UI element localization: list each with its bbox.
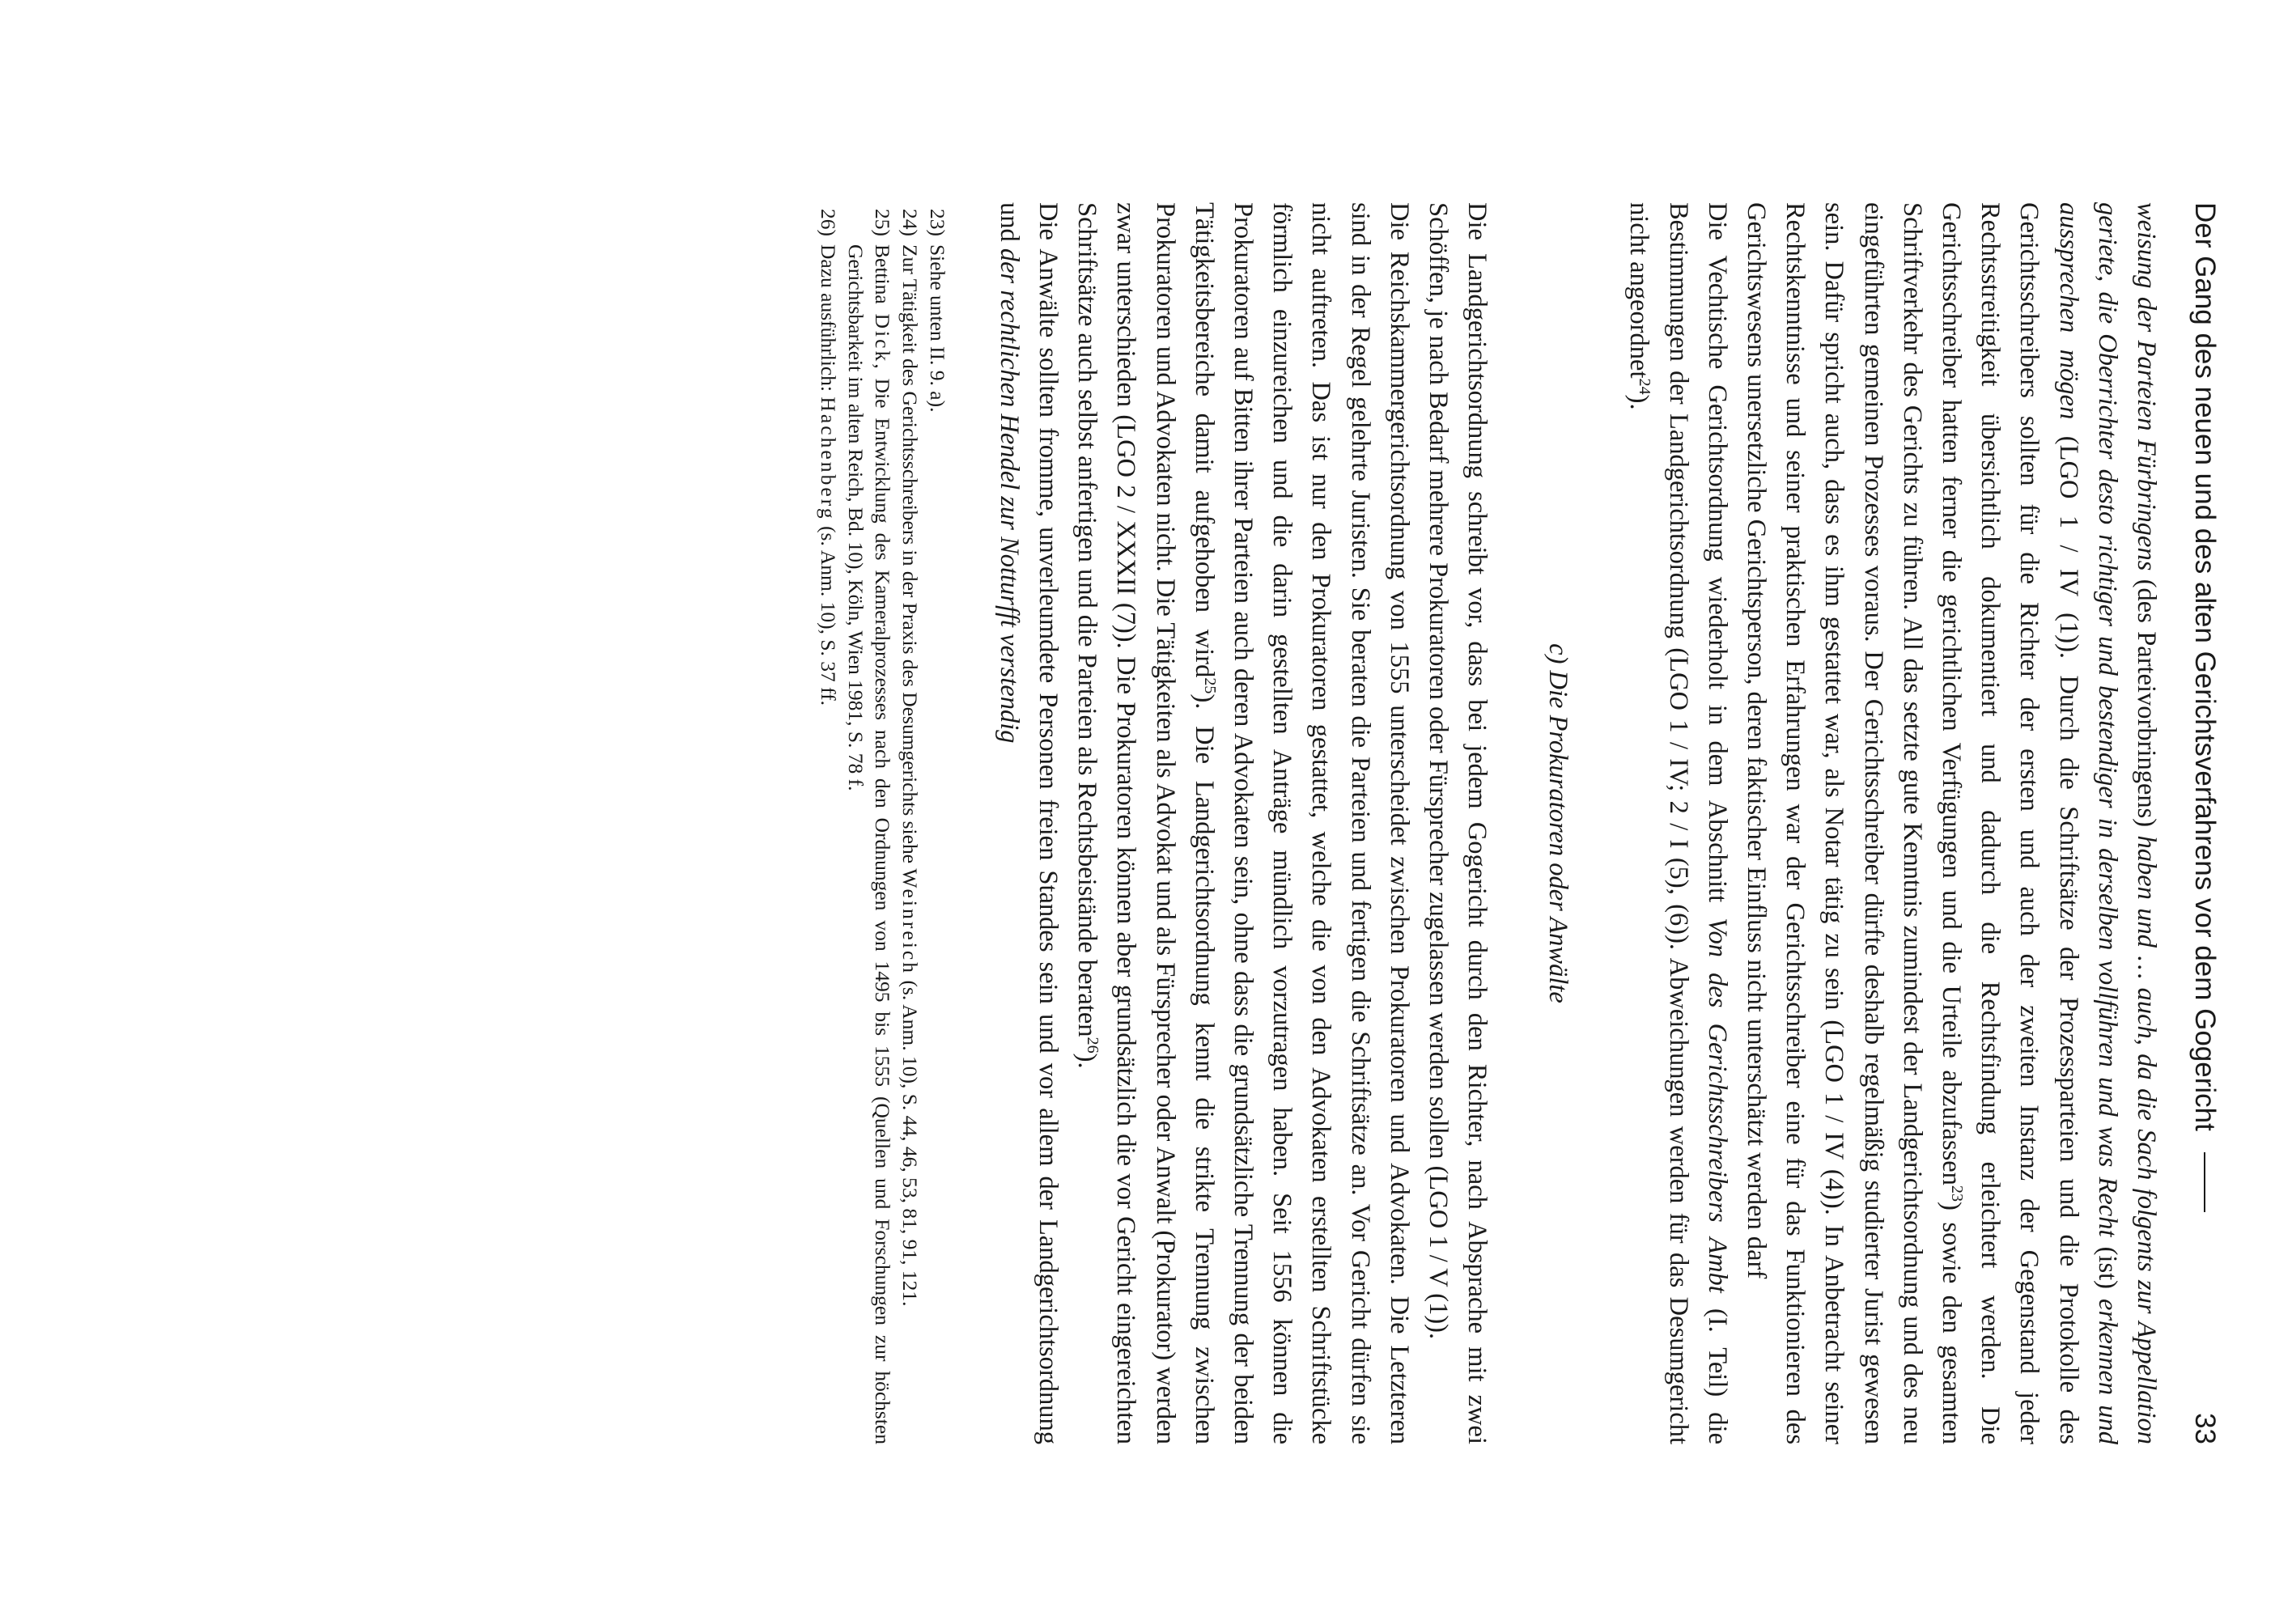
footnote (923, 202, 951, 1444)
author-name: Dick (871, 313, 895, 364)
text-run: (I. Teil) die Bestimmungen der Landgerichtsordnung (LGO 1 / IV; 2 / I (5), (6)). Abweichungen werden für das Desumgericht nicht angeordnet (1624, 202, 1732, 1445)
running-head (2184, 202, 2226, 1444)
text-run: Die Reichskammergerichtsordnung von 1555 unterscheidet zwischen Prokuratoren und Advokaten. Die Letzteren sind in der Regel gelehrte Juristen. Sie beraten die Parteien und fertigen die Schriftsätze an. Vor Gericht dürfen sie nicht auftreten. Das ist nur den Prokuratoren gestattet, welche die von den Advokaten erstellten Schriftstücke förmlich einzureichen und die darin gestellten Anträge mündlich vorzutragen haben. Seit 1556 können die Prokuratoren auf Bitten ihrer Parteien auch deren Advokaten sein, ohne dass die grundsätzliche Trennung der beiden Tätigkeitsbereiche damit aufgehoben wird (1189, 202, 1414, 1444)
text-run: Siehe unten II. 9. a). (925, 244, 949, 413)
text-run: Die Landgerichtsordnung schreibt vor, dass bei jedem Gogericht durch den Richter, nach Absprache mit zwei Schöffen, je nach Bedarf mehrere Prokuratoren oder Fürsprecher zugelassen werden sollen (LGO 1 / V (1)). (1423, 202, 1492, 1444)
quoted-text: Von des Gerichtsschreibers Ambt (1702, 918, 1732, 1293)
footnotes (815, 202, 951, 1444)
footnote-reference: 24 (1636, 378, 1654, 395)
footnote-reference: 23 (1948, 1185, 1967, 1202)
text-run: Die Vechtische Gerichtsordnung wiederholt in dem Abschnitt (1702, 202, 1732, 918)
footnote-text (923, 244, 951, 1444)
quoted-text: weisung der Parteien Fürbringens (2132, 202, 2161, 571)
text-run: (ist) (2092, 1236, 2122, 1300)
footnote-reference: 26 (1084, 1037, 1102, 1054)
page-number: 33 (2189, 1413, 2221, 1444)
footnote-number: 23) (925, 209, 949, 236)
paragraph (1737, 202, 2166, 1444)
text-run: Die Anwälte sollten fromme, unverleumdete Personen freien Standes sein und vor allem der Landgerichtsordnung und (994, 202, 1063, 1444)
text-run: (LGO 1 / IV (1)). Durch die Schriftsätze der Prozessparteien und die Protokolle des Gerichtsschreibers sollten für die Richter der ersten und auch der zweiten Instanz der Gegenstand jeder Rechtsstreitigkeit übersichtlich dokumentiert und dadurch die Rechtsfindung erleichtert werden. Die Gerichtsschreiber hatten ferner die gerichtlichen Verfügungen und die Urteile abzufassen (1936, 202, 2083, 1444)
footnote (896, 202, 923, 1444)
running-head-title: Der Gang des neuen und des alten Gerichtsverfahrens vor dem Gogericht (2189, 202, 2221, 1131)
quoted-text: haben und … auch, da die Sach folgents zur Appellation geriete, die Oberrichter desto richtiger und bestendiger in derselben vollführen und was Recht (2092, 202, 2161, 1444)
text-run: ). Die Landgerichtsordnung kennt die strikte Trennung zwischen Prokuratoren und Advokaten nicht. Die Tätigkeiten als Advokat und als Fürsprecher oder Anwalt (Prokurator) werden zwar unterschieden (LGO 2 / XXXII (7)). Die Prokuratoren können aber grundsätzlich die vor Gericht eingereichten Schriftsätze auch selbst anfertigen und die Parteien als Rechtsbeistände beraten (1072, 202, 1219, 1444)
quoted-text: der rechtlichen Hendel zur Notturfft verstendig (994, 248, 1024, 744)
paragraph (1419, 202, 1496, 1444)
text-run: ) sowie den gesamten Schriftverkehr des Gerichts zu führen. All das setzte gute Kenntnis zumindest der Landgerichtsordnung und des neu eingeführten gemeinen Prozesses voraus. Der Gerichtsschreiber dürfte deshalb regelmäßig studierter Jurist gewesen sein. Dafür spricht auch, dass es ihm gestattet war, als Notar tätig zu sein (LGO 1 / IV (4)). In Anbetracht seiner Rechtskenntnisse und seiner praktischen Erfahrungen war der Gerichtsschreiber eine für das Funktionieren des Gerichtswesens unersetzliche Gerichtsperson, deren faktischer Einfluss nicht unterschätzt werden darf (1741, 202, 1966, 1444)
footnote (842, 202, 896, 1444)
footnote-number: 26) (817, 209, 841, 236)
footnote-text (896, 244, 923, 1444)
section-heading: c) Die Prokuratoren oder Anwälte (1543, 643, 1573, 1003)
footnote (815, 202, 843, 1444)
text-run: Zur Tätigkeit des Gerichtsschreibers in der Praxis des Desumgerichts siehe (898, 244, 922, 869)
text-run: (s. Anm. 10), S. 37 ff. (817, 520, 841, 706)
page-content (815, 202, 2226, 1444)
footnote-number: 25) (871, 209, 895, 236)
paragraph (1067, 202, 1419, 1444)
footnote-text (842, 244, 896, 1444)
text-run: Dazu ausführlich: (817, 244, 841, 397)
text-run: ). (1072, 1053, 1102, 1069)
quoted-text: erkennen und aussprechen mögen (2053, 202, 2122, 1444)
text-run: Bettina (871, 244, 895, 314)
paragraph (990, 202, 1067, 1444)
text-run: (s. Anm. 10), S. 44, 46, 53, 81, 91, 121. (898, 975, 922, 1307)
footnote-number: 24) (898, 209, 922, 236)
text-run: (des Parteivorbringens) (2132, 570, 2161, 836)
text-run: ). (1624, 394, 1654, 410)
footnote-reference: 25 (1200, 677, 1219, 694)
author-name: Hachenberg (817, 396, 841, 521)
body-text (990, 202, 2166, 1444)
paragraph (1619, 202, 1737, 1444)
footnote-text (815, 244, 843, 1444)
running-head-rule (2204, 1152, 2205, 1212)
text-run: , Die Entwicklung des Kameralprozesses nach den Ordnungen von 1495 bis 1555 (Quellen und Forschungen zur höchsten Gerichtsbarkeit im alten Reich, Bd. 10), Köln, Wien 1981, S. 78 f. (843, 244, 895, 1444)
author-name: Weinreich (898, 868, 922, 976)
